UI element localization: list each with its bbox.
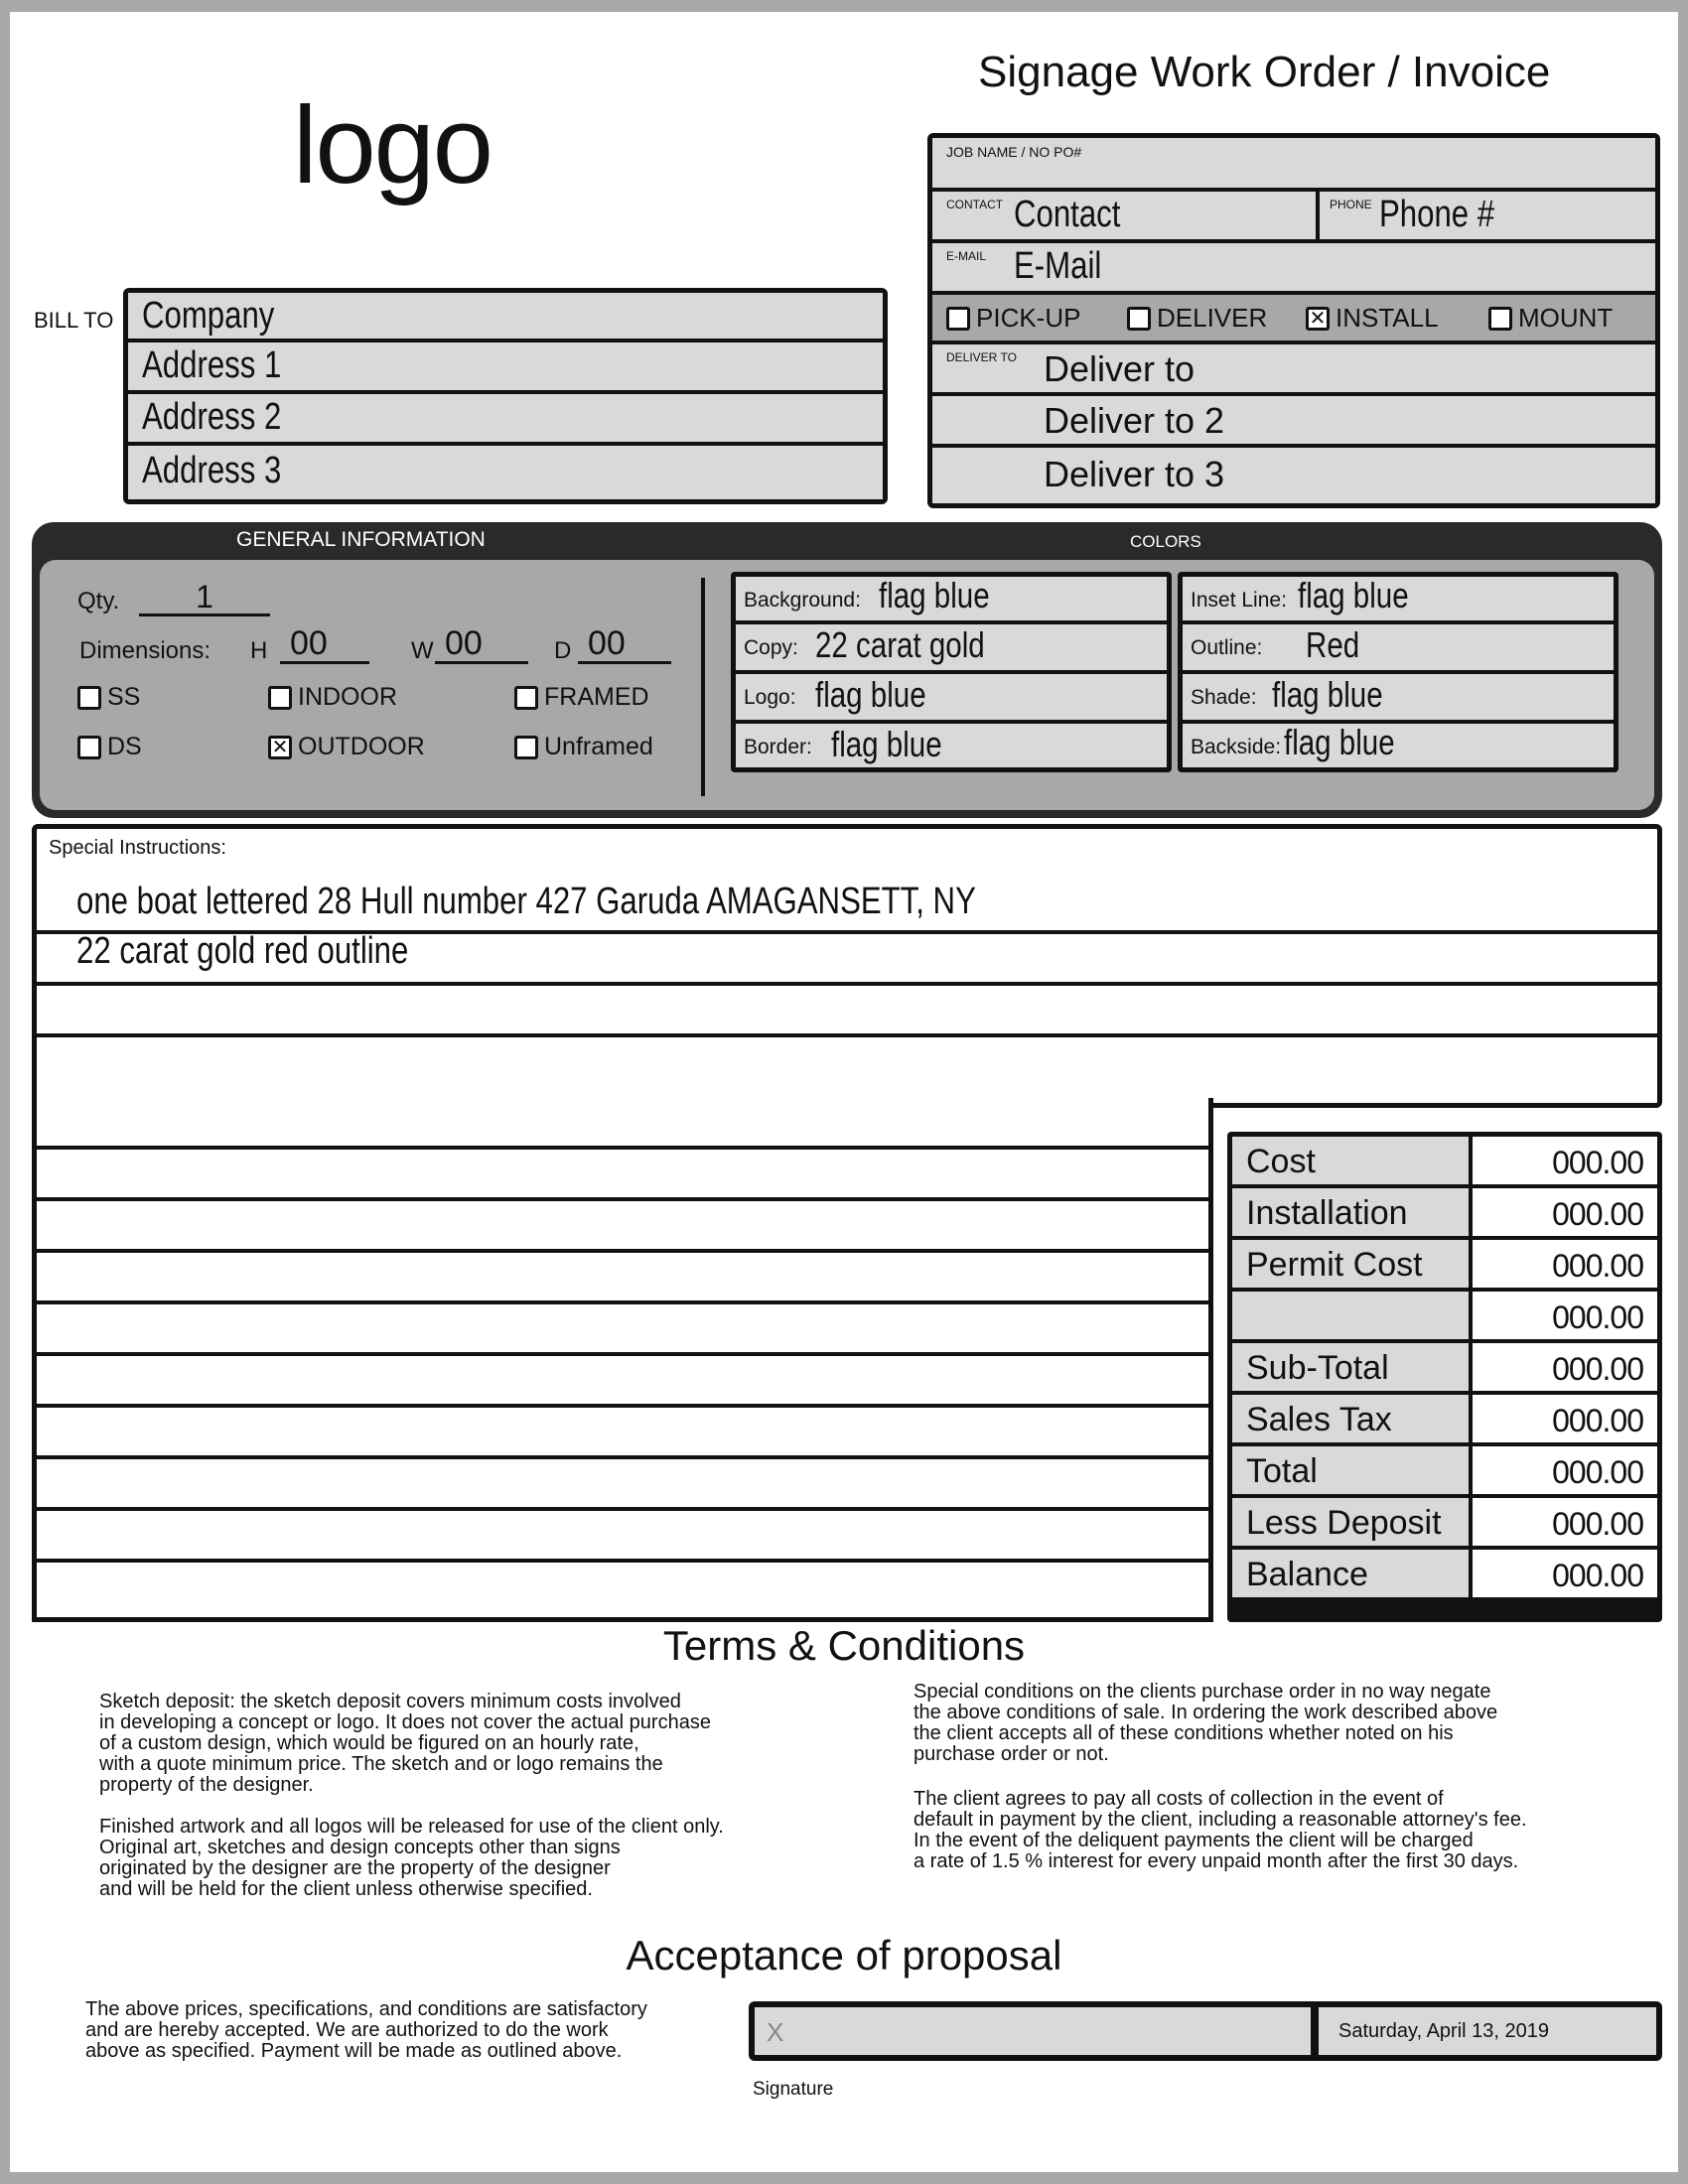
- depth-label: D: [554, 637, 572, 664]
- cost-row-value-cell[interactable]: [1473, 1498, 1657, 1546]
- notes-line[interactable]: [37, 1459, 1208, 1511]
- cost-row-value-cell[interactable]: [1473, 1395, 1657, 1442]
- instructions-line-2-text: 22 carat gold red outline: [76, 930, 409, 972]
- width-label: W: [411, 637, 434, 664]
- cost-row-value: 000.00: [1552, 1196, 1643, 1232]
- notes-line[interactable]: [37, 1511, 1208, 1563]
- notes-line[interactable]: [37, 1253, 1208, 1304]
- inset-line-color-field[interactable]: [1183, 577, 1614, 620]
- company-value: Company: [142, 295, 275, 337]
- cost-row-label-cell: [1232, 1446, 1469, 1494]
- cost-row-value: 000.00: [1552, 1558, 1643, 1593]
- cost-table: [1227, 1132, 1662, 1622]
- cost-row-label-cell: [1232, 1343, 1469, 1391]
- inset-line-color-value: flag blue: [1298, 575, 1409, 615]
- height-label: H: [250, 637, 268, 664]
- address1-field[interactable]: [128, 342, 883, 394]
- cost-row-label-cell: [1232, 1498, 1469, 1546]
- cost-row-label-cell: [1232, 1292, 1469, 1339]
- option-unframed[interactable]: [514, 733, 653, 761]
- job-name-label: JOB NAME / NO PO#: [946, 144, 1082, 160]
- option-indoor[interactable]: [268, 683, 397, 712]
- cost-row-label: Permit Cost: [1246, 1246, 1423, 1284]
- framed-label: FRAMED: [544, 683, 649, 711]
- cost-row-label: Sales Tax: [1246, 1401, 1392, 1438]
- job-box: [927, 133, 1660, 508]
- phone-field[interactable]: [1320, 192, 1655, 239]
- backside-color-field[interactable]: [1183, 724, 1614, 767]
- option-install[interactable]: [1306, 303, 1439, 334]
- indoor-label: INDOOR: [298, 683, 397, 711]
- outdoor-label: OUTDOOR: [298, 733, 425, 760]
- ds-label: DS: [107, 733, 142, 760]
- bill-to-box: [123, 288, 888, 504]
- general-info-header: GENERAL INFORMATION: [236, 528, 486, 551]
- copy-color-label: Copy:: [744, 636, 798, 659]
- phone-label: PHONE: [1330, 198, 1372, 211]
- cost-row-label: Total: [1246, 1452, 1318, 1490]
- bill-to-label: BILL TO: [34, 308, 114, 333]
- copy-color-value: 22 carat gold: [815, 624, 985, 665]
- cost-row-value: 000.00: [1552, 1403, 1643, 1438]
- unframed-label: Unframed: [544, 733, 653, 760]
- deliver-to1-value: Deliver to: [1044, 348, 1196, 389]
- logo-color-field[interactable]: [736, 674, 1167, 720]
- notes-line[interactable]: [37, 1356, 1208, 1408]
- date-value: Saturday, April 13, 2019: [1338, 2020, 1549, 2042]
- ds-checkbox[interactable]: [77, 736, 101, 759]
- address1-value: Address 1: [142, 344, 282, 386]
- deliver-label: DELIVER: [1157, 303, 1268, 333]
- page-title: Signage Work Order / Invoice: [978, 48, 1551, 96]
- cost-row-value-cell[interactable]: [1473, 1550, 1657, 1597]
- outline-color-value: Red: [1306, 624, 1360, 665]
- cost-row-value: 000.00: [1552, 1506, 1643, 1542]
- cost-row-label-cell: [1232, 1395, 1469, 1442]
- install-label: INSTALL: [1336, 303, 1439, 333]
- cost-row-label: Balance: [1246, 1556, 1368, 1593]
- outline-color-label: Outline:: [1191, 636, 1263, 659]
- signature-box: [749, 2001, 1662, 2061]
- option-pickup[interactable]: [946, 303, 1080, 334]
- deliver-to1-field[interactable]: [932, 344, 1655, 396]
- cost-row-value-cell[interactable]: [1473, 1292, 1657, 1339]
- address2-field[interactable]: [128, 394, 883, 446]
- contact-row: [932, 192, 1655, 243]
- terms-finished-artwork: Finished artwork and all logos will be released for use of the client only. Original art, sketches and design concepts other than signs originated by the designer are the property of the designer and will be held for the client unless otherwise specified.: [99, 1816, 724, 1900]
- notes-line[interactable]: [37, 1304, 1208, 1356]
- border-color-field[interactable]: [736, 724, 1167, 767]
- unframed-checkbox[interactable]: [514, 736, 538, 759]
- cost-row-value: 000.00: [1552, 1248, 1643, 1284]
- email-value: E-Mail: [1014, 245, 1102, 287]
- deliver-to2-field[interactable]: [932, 396, 1655, 448]
- logo-color-label: Logo:: [744, 686, 796, 709]
- shade-color-label: Shade:: [1191, 686, 1257, 709]
- notes-lines: [37, 1098, 1208, 1614]
- logo-placeholder: logo: [293, 84, 492, 206]
- width-value[interactable]: 00: [435, 625, 528, 664]
- cost-row-label-cell: [1232, 1188, 1469, 1236]
- address3-field[interactable]: [128, 446, 883, 499]
- cost-row-value-cell[interactable]: [1473, 1240, 1657, 1288]
- contact-label: CONTACT: [946, 198, 1004, 211]
- outdoor-checkbox[interactable]: ✕: [268, 736, 292, 759]
- notes-line[interactable]: [37, 1150, 1208, 1201]
- cost-row-label-cell: [1232, 1550, 1469, 1597]
- cost-row-value: 000.00: [1552, 1351, 1643, 1387]
- instructions-line-2[interactable]: [37, 930, 1657, 986]
- job-name-field[interactable]: [932, 138, 1655, 192]
- date-field[interactable]: [1319, 2007, 1656, 2055]
- notes-line[interactable]: [37, 1201, 1208, 1253]
- notes-line[interactable]: [37, 1563, 1208, 1614]
- signature-placeholder: X: [767, 2017, 784, 2047]
- notes-line[interactable]: [37, 1098, 1208, 1150]
- dimensions-label: Dimensions:: [79, 637, 211, 664]
- depth-value[interactable]: 00: [578, 625, 671, 664]
- install-checkbox[interactable]: ✕: [1306, 307, 1330, 331]
- border-color-value: flag blue: [831, 724, 942, 764]
- option-ss[interactable]: [77, 683, 140, 712]
- height-value[interactable]: 00: [280, 625, 369, 664]
- option-mount[interactable]: [1488, 303, 1613, 334]
- cost-row-value: 000.00: [1552, 1454, 1643, 1490]
- signature-label: Signature: [753, 2079, 834, 2100]
- invoice-page: [10, 12, 1678, 2172]
- cost-row-value-cell[interactable]: [1473, 1137, 1657, 1184]
- notes-lines-box: [32, 1098, 1213, 1622]
- pickup-label: PICK-UP: [976, 303, 1081, 333]
- cost-row-value-cell[interactable]: [1473, 1188, 1657, 1236]
- company-field[interactable]: [128, 293, 883, 342]
- cost-row-value: 000.00: [1552, 1145, 1643, 1180]
- cost-row-value-cell[interactable]: [1473, 1343, 1657, 1391]
- delivery-options-row: [932, 295, 1655, 344]
- special-instructions-box: [32, 824, 1662, 1108]
- colors-left-box: [731, 572, 1172, 772]
- ss-label: SS: [107, 683, 141, 711]
- backside-color-label: Backside:: [1191, 736, 1282, 758]
- inset-line-color-label: Inset Line:: [1191, 589, 1287, 612]
- qty-label: Qty.: [77, 588, 120, 614]
- deliver-to2-value: Deliver to 2: [1044, 400, 1225, 441]
- terms-sketch-deposit: Sketch deposit: the sketch deposit covers minimum costs involved in developing a concept or logo. It does not cover the actual purchase of a custom design, which would be figured on an hourly rate, with a quote minimum price. The sketch and or logo remains the property of the designer.: [99, 1691, 711, 1796]
- signature-field[interactable]: [755, 2007, 1311, 2055]
- acceptance-text: The above prices, specifications, and conditions are satisfactory and are hereby accepted. We are authorized to do the work above as specified. Payment will be made as outlined above.: [85, 1998, 647, 2062]
- deliver-to3-field[interactable]: [932, 448, 1655, 503]
- background-color-value: flag blue: [879, 575, 990, 615]
- contact-value: Contact: [1014, 194, 1121, 235]
- colors-right-box: [1178, 572, 1618, 772]
- terms-special-conditions: Special conditions on the clients purchase order in no way negate the above conditions of sale. In ordering the work described above the client accepts all of these conditions whether noted on his purchase order or not.: [914, 1681, 1498, 1765]
- border-color-label: Border:: [744, 736, 812, 758]
- backside-color-value: flag blue: [1284, 722, 1395, 762]
- general-info-body: [40, 560, 1654, 810]
- instructions-line-3[interactable]: [37, 982, 1657, 1037]
- email-field[interactable]: [932, 243, 1655, 295]
- colors-header: COLORS: [1130, 532, 1201, 551]
- background-color-field[interactable]: [736, 577, 1167, 620]
- logo-color-value: flag blue: [815, 674, 926, 715]
- deliver-to3-value: Deliver to 3: [1044, 454, 1225, 494]
- general-info-panel: [32, 522, 1662, 818]
- framed-checkbox[interactable]: [514, 686, 538, 710]
- terms-collection: The client agrees to pay all costs of collection in the event of default in payment by the client, including a reasonable attorney's fee. In the event of the deliquent payments the client will be charged a rate of 1.5 % interest for every unpaid month after the first 30 days.: [914, 1788, 1527, 1872]
- terms-title: Terms & Conditions: [662, 1622, 1026, 1669]
- instructions-line-1-text: one boat lettered 28 Hull number 427 Garuda AMAGANSETT, NY: [76, 881, 976, 922]
- qty-value[interactable]: 1: [139, 580, 270, 616]
- deliver-to-label: DELIVER TO: [946, 350, 1017, 364]
- option-outdoor[interactable]: [268, 733, 425, 761]
- cost-row-label-cell: [1232, 1240, 1469, 1288]
- address3-value: Address 3: [142, 450, 282, 491]
- cost-row-value: 000.00: [1552, 1299, 1643, 1335]
- acceptance-title: Acceptance of proposal: [626, 1932, 1062, 1979]
- cost-row-label: Installation: [1246, 1194, 1408, 1232]
- deliver-checkbox[interactable]: [1127, 307, 1151, 331]
- pickup-checkbox[interactable]: [946, 307, 970, 331]
- mount-label: MOUNT: [1518, 303, 1614, 333]
- cost-row-label: Less Deposit: [1246, 1504, 1442, 1542]
- ss-checkbox[interactable]: [77, 686, 101, 710]
- cost-row-label-cell: [1232, 1137, 1469, 1184]
- cost-row-value-cell[interactable]: [1473, 1446, 1657, 1494]
- option-framed[interactable]: [514, 683, 649, 712]
- special-instructions-label: Special Instructions:: [49, 837, 226, 859]
- cost-row-label: Sub-Total: [1246, 1349, 1389, 1387]
- phone-value: Phone #: [1379, 194, 1495, 235]
- email-label: E-MAIL: [946, 249, 987, 263]
- vertical-divider: [701, 578, 705, 796]
- shade-color-field[interactable]: [1183, 674, 1614, 720]
- outline-color-field[interactable]: [1183, 624, 1614, 670]
- address2-value: Address 2: [142, 396, 282, 438]
- mount-checkbox[interactable]: [1488, 307, 1512, 331]
- copy-color-field[interactable]: [736, 624, 1167, 670]
- option-deliver[interactable]: [1127, 303, 1267, 334]
- instructions-line-1[interactable]: [37, 879, 1657, 934]
- contact-field[interactable]: [932, 192, 1320, 239]
- background-color-label: Background:: [744, 589, 861, 612]
- shade-color-value: flag blue: [1272, 674, 1383, 715]
- option-ds[interactable]: [77, 733, 142, 761]
- notes-line[interactable]: [37, 1408, 1208, 1459]
- cost-row-label: Cost: [1246, 1143, 1316, 1180]
- indoor-checkbox[interactable]: [268, 686, 292, 710]
